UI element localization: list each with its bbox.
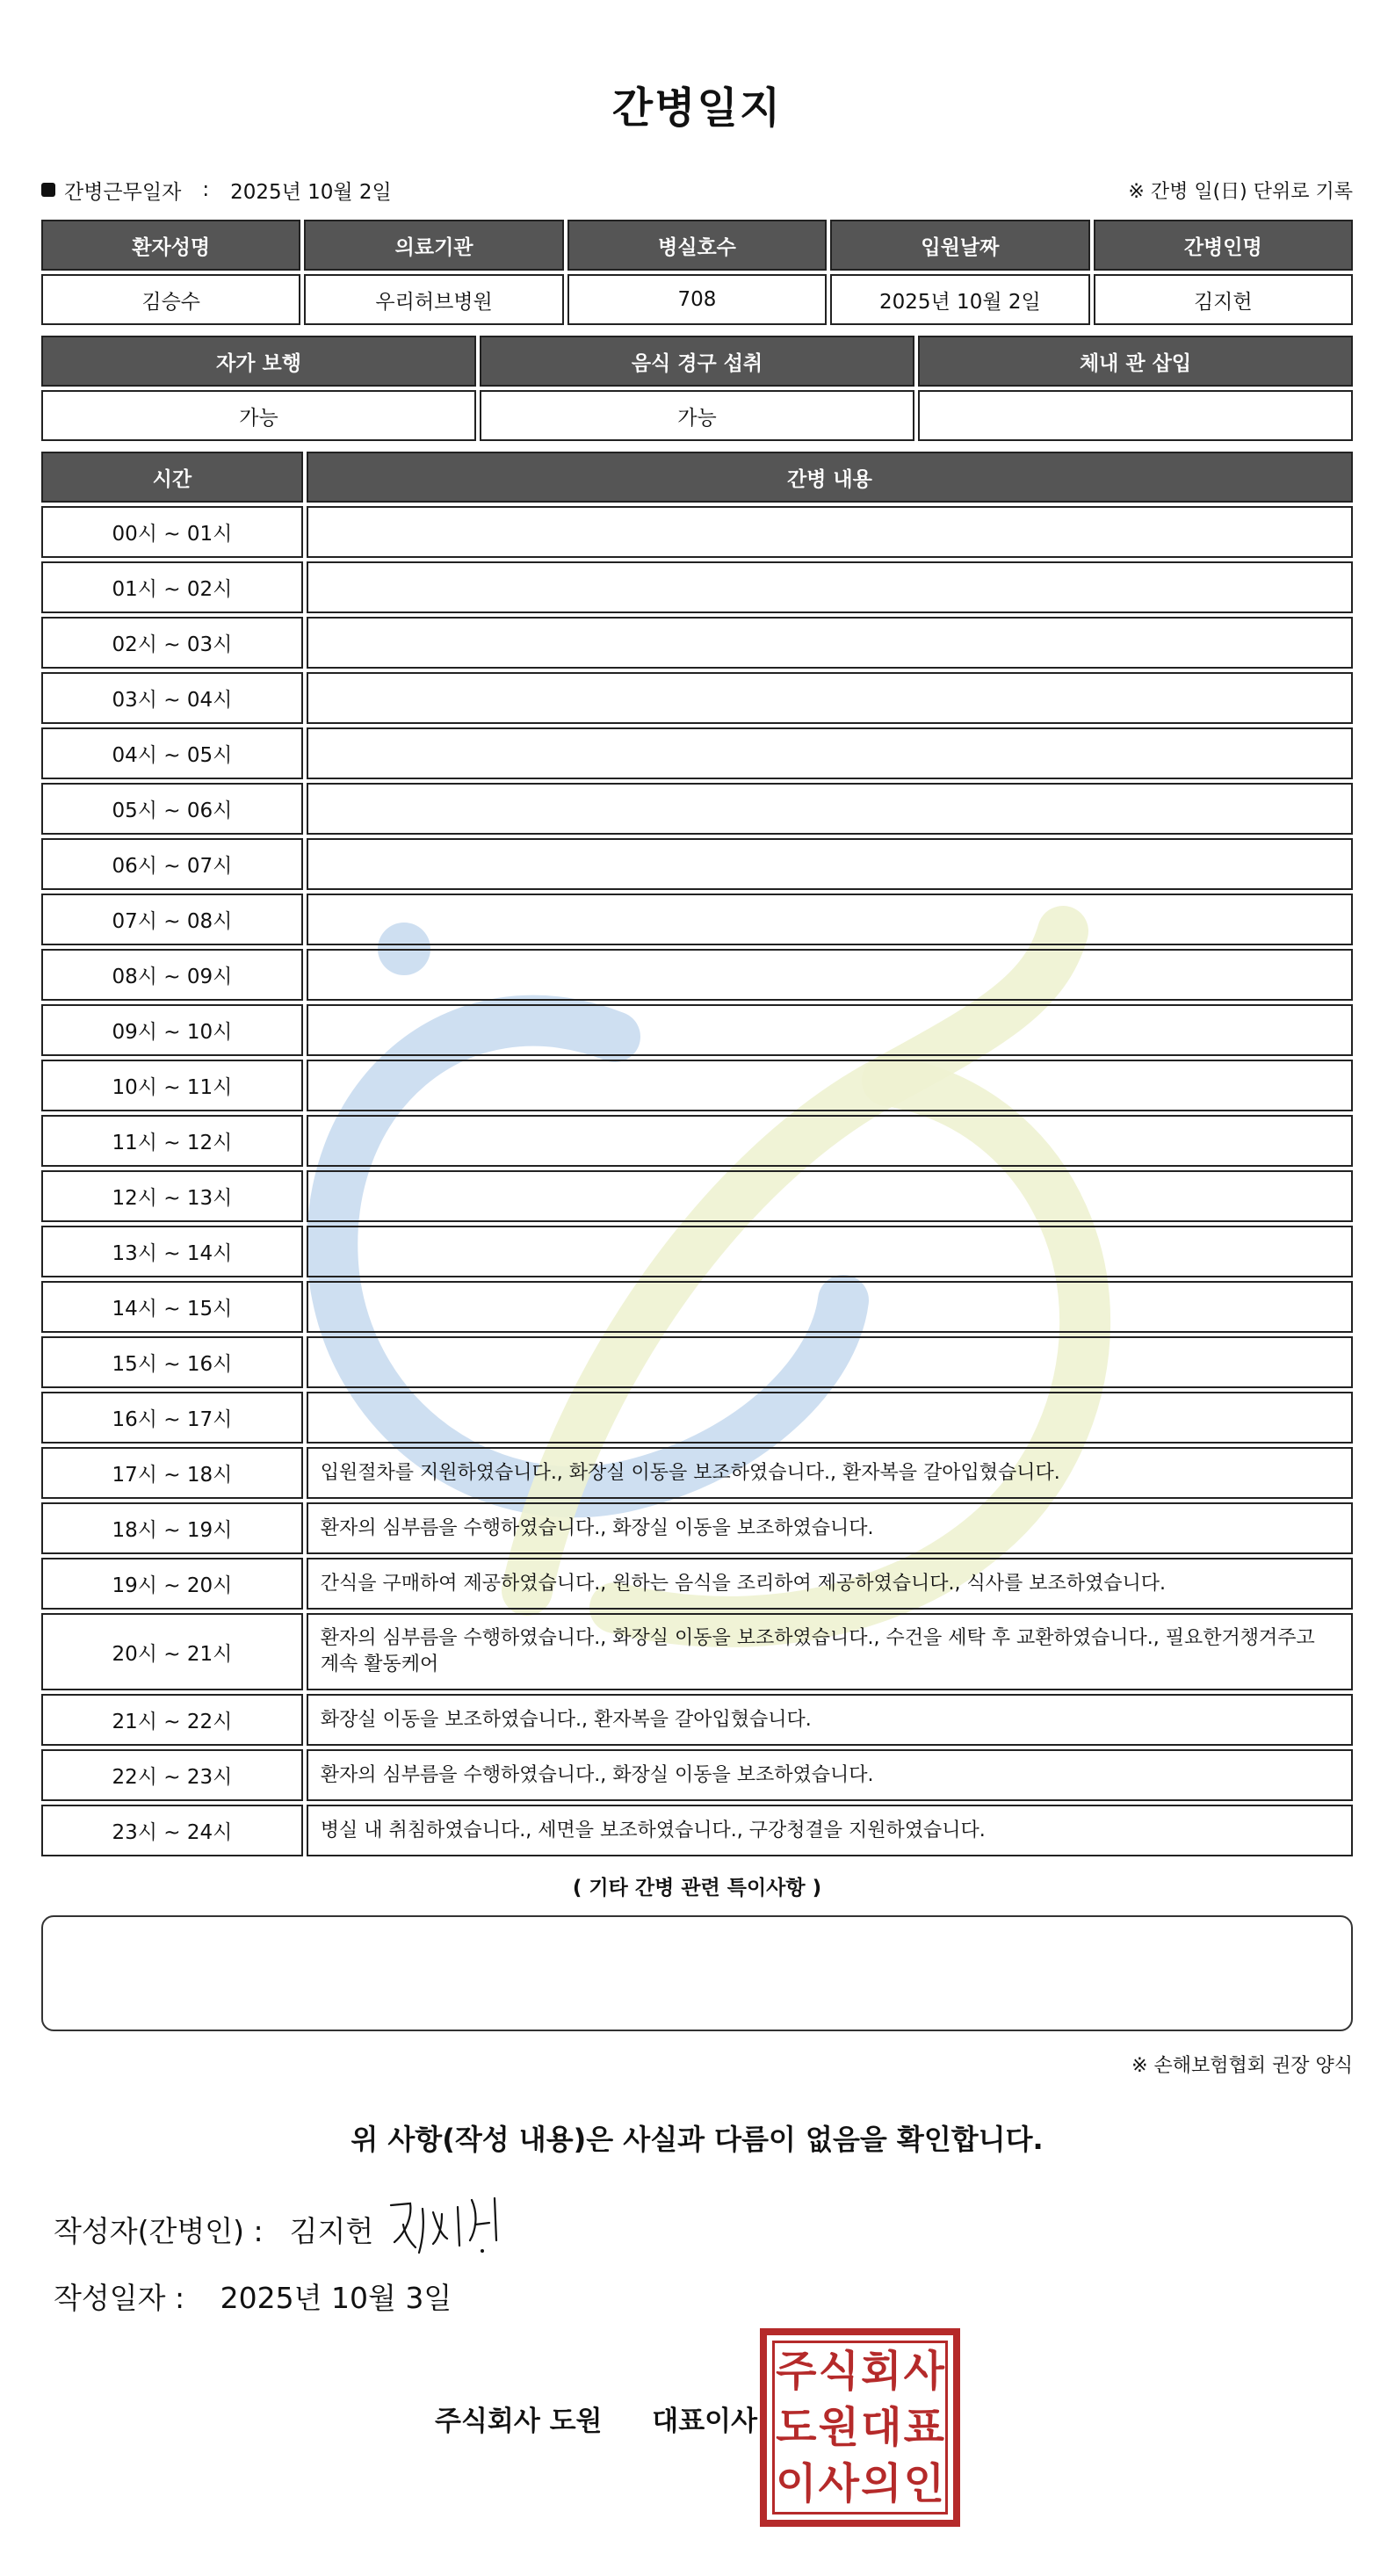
header-caregiver-name: 간병인명 [1094, 220, 1353, 271]
table-row [41, 1805, 1353, 1856]
representative-title: 대표이사 [652, 2406, 758, 2437]
seal-character: 주 [776, 2347, 817, 2396]
table-row [41, 1694, 1353, 1746]
self-walking-value: 가능 [41, 390, 476, 441]
company-line [435, 2399, 757, 2438]
log-content: 화장실 이동을 보조하였습니다., 환자복을 갈아입혔습니다. [307, 1694, 1353, 1746]
seal-character: 표 [903, 2403, 944, 2452]
log-content [307, 1115, 1353, 1167]
log-content [307, 838, 1353, 890]
patient-name: 김승수 [41, 274, 300, 325]
seal-inner-grid [772, 2341, 948, 2514]
table-row [41, 1749, 1353, 1801]
log-content: 병실 내 취침하였습니다., 세면을 보조하였습니다., 구강청결을 지원하였습니다. [307, 1805, 1353, 1856]
table-row [41, 727, 1353, 779]
table-row [41, 617, 1353, 669]
handwritten-signature [384, 2189, 516, 2260]
seal-character: 식 [818, 2347, 859, 2396]
log-content [307, 617, 1353, 669]
log-content [307, 783, 1353, 835]
page-title: 간병일지 [611, 83, 783, 133]
written-date-value: 2025년 10월 3일 [220, 2281, 452, 2315]
writer-line [54, 2209, 373, 2250]
table-row [41, 672, 1353, 724]
table-row [41, 1502, 1353, 1554]
seal-character: 원 [818, 2403, 859, 2452]
notes-title: ( 기타 간병 관련 특이사항 ) [572, 1877, 822, 1899]
log-content [307, 1336, 1353, 1388]
log-time: 19시 ~ 20시 [41, 1558, 303, 1610]
log-time: 10시 ~ 11시 [41, 1060, 303, 1111]
table-row [41, 1226, 1353, 1277]
seal-character: 도 [776, 2403, 817, 2452]
hospital-name: 우리허브병원 [304, 274, 563, 325]
log-time: 15시 ~ 16시 [41, 1336, 303, 1388]
log-content [307, 894, 1353, 945]
header-time: 시간 [41, 452, 303, 503]
table-row [41, 506, 1353, 558]
work-date-group [41, 176, 392, 205]
log-time: 16시 ~ 17시 [41, 1392, 303, 1444]
caregiver-name: 김지헌 [1094, 274, 1353, 325]
log-content: 입원절차를 지원하였습니다., 화장실 이동을 보조하였습니다., 환자복을 갈아입혔습니다. [307, 1447, 1353, 1499]
log-content [307, 1281, 1353, 1333]
log-content [307, 1060, 1353, 1111]
written-date-line [54, 2276, 452, 2317]
log-time: 00시 ~ 01시 [41, 506, 303, 558]
seal-character: 이 [776, 2459, 817, 2508]
log-content [307, 672, 1353, 724]
log-time: 12시 ~ 13시 [41, 1170, 303, 1222]
admission-date: 2025년 10월 2일 [830, 274, 1089, 325]
work-date-separator: : [202, 178, 210, 201]
work-date-value: 2025년 10월 2일 [230, 180, 392, 204]
log-time: 02시 ~ 03시 [41, 617, 303, 669]
header-tube-insertion: 체내 관 삽입 [918, 336, 1353, 387]
log-time: 11시 ~ 12시 [41, 1115, 303, 1167]
log-time: 04시 ~ 05시 [41, 727, 303, 779]
log-time: 05시 ~ 06시 [41, 783, 303, 835]
log-time: 01시 ~ 02시 [41, 561, 303, 613]
company-name: 주식회사 도원 [435, 2406, 603, 2437]
seal-character: 의 [861, 2459, 902, 2508]
seal-character: 회 [861, 2347, 902, 2396]
log-content [307, 506, 1353, 558]
table-row [41, 1281, 1353, 1333]
seal-character: 사 [903, 2347, 944, 2396]
log-content: 환자의 심부름을 수행하였습니다., 화장실 이동을 보조하였습니다. [307, 1502, 1353, 1554]
log-time: 21시 ~ 22시 [41, 1694, 303, 1746]
table-row [41, 1060, 1353, 1111]
table-row [41, 1613, 1353, 1690]
table-row [41, 1336, 1353, 1388]
log-content [307, 1392, 1353, 1444]
log-content [307, 1226, 1353, 1277]
log-time: 06시 ~ 07시 [41, 838, 303, 890]
header-hospital: 의료기관 [304, 220, 563, 271]
table-row [41, 949, 1353, 1001]
confirmation-statement: 위 사항(작성 내용)은 사실과 다름이 없음을 확인합니다. [351, 2123, 1044, 2156]
log-time: 17시 ~ 18시 [41, 1447, 303, 1499]
table-row [41, 1558, 1353, 1610]
log-content [307, 727, 1353, 779]
log-time: 07시 ~ 08시 [41, 894, 303, 945]
header-care-content: 간병 내용 [307, 452, 1353, 503]
log-content: 환자의 심부름을 수행하였습니다., 화장실 이동을 보조하였습니다. [307, 1749, 1353, 1801]
log-content [307, 561, 1353, 613]
header-admission-date: 입원날짜 [830, 220, 1089, 271]
header-oral-intake: 음식 경구 섭취 [480, 336, 914, 387]
patient-info-table [38, 216, 1356, 329]
oral-intake-value: 가능 [480, 390, 914, 441]
log-time: 18시 ~ 19시 [41, 1502, 303, 1554]
table-row [41, 783, 1353, 835]
log-time: 23시 ~ 24시 [41, 1805, 303, 1856]
writer-label: 작성자(간병인) : [54, 2214, 264, 2248]
seal-character: 대 [861, 2403, 902, 2452]
log-content: 간식을 구매하여 제공하였습니다., 원하는 음식을 조리하여 제공하였습니다., 식사를 보조하였습니다. [307, 1558, 1353, 1610]
header-self-walking: 자가 보행 [41, 336, 476, 387]
log-time: 09시 ~ 10시 [41, 1004, 303, 1056]
log-content [307, 1004, 1353, 1056]
square-bullet-icon [41, 183, 55, 197]
table-row [41, 1392, 1353, 1444]
form-note: ※ 손해보험협회 권장 양식 [1131, 2055, 1353, 2077]
record-note: ※ 간병 일(日) 단위로 기록 [1128, 180, 1353, 203]
patient-status-table [38, 332, 1356, 445]
header-patient-name: 환자성명 [41, 220, 300, 271]
table-row [41, 894, 1353, 945]
header-room: 병실호수 [567, 220, 827, 271]
notes-box [41, 1915, 1353, 2031]
table-row [41, 1170, 1353, 1222]
meta-row [41, 172, 1353, 207]
care-log-table [38, 448, 1356, 1860]
log-content [307, 1170, 1353, 1222]
table-row [41, 838, 1353, 890]
log-time: 20시 ~ 21시 [41, 1613, 303, 1690]
log-content: 환자의 심부름을 수행하였습니다., 화장실 이동을 보조하였습니다., 수건을 세탁 후 교환하였습니다., 필요한거챙겨주고 계속 활동케어 [307, 1613, 1353, 1690]
tube-insertion-value [918, 390, 1353, 441]
work-date-label: 간병근무일자 [64, 180, 182, 204]
company-seal-stamp [760, 2328, 960, 2527]
seal-character: 사 [818, 2459, 859, 2508]
log-time: 13시 ~ 14시 [41, 1226, 303, 1277]
log-time: 03시 ~ 04시 [41, 672, 303, 724]
log-time: 08시 ~ 09시 [41, 949, 303, 1001]
table-row [41, 1447, 1353, 1499]
table-row [41, 561, 1353, 613]
room-number: 708 [567, 274, 827, 325]
table-row [41, 1115, 1353, 1167]
seal-character: 인 [903, 2459, 944, 2508]
log-time: 14시 ~ 15시 [41, 1281, 303, 1333]
writer-name: 김지헌 [289, 2214, 374, 2248]
table-row [41, 1004, 1353, 1056]
log-time: 22시 ~ 23시 [41, 1749, 303, 1801]
care-log-body [41, 506, 1353, 1856]
written-date-label: 작성일자 : [54, 2281, 185, 2315]
log-content [307, 949, 1353, 1001]
